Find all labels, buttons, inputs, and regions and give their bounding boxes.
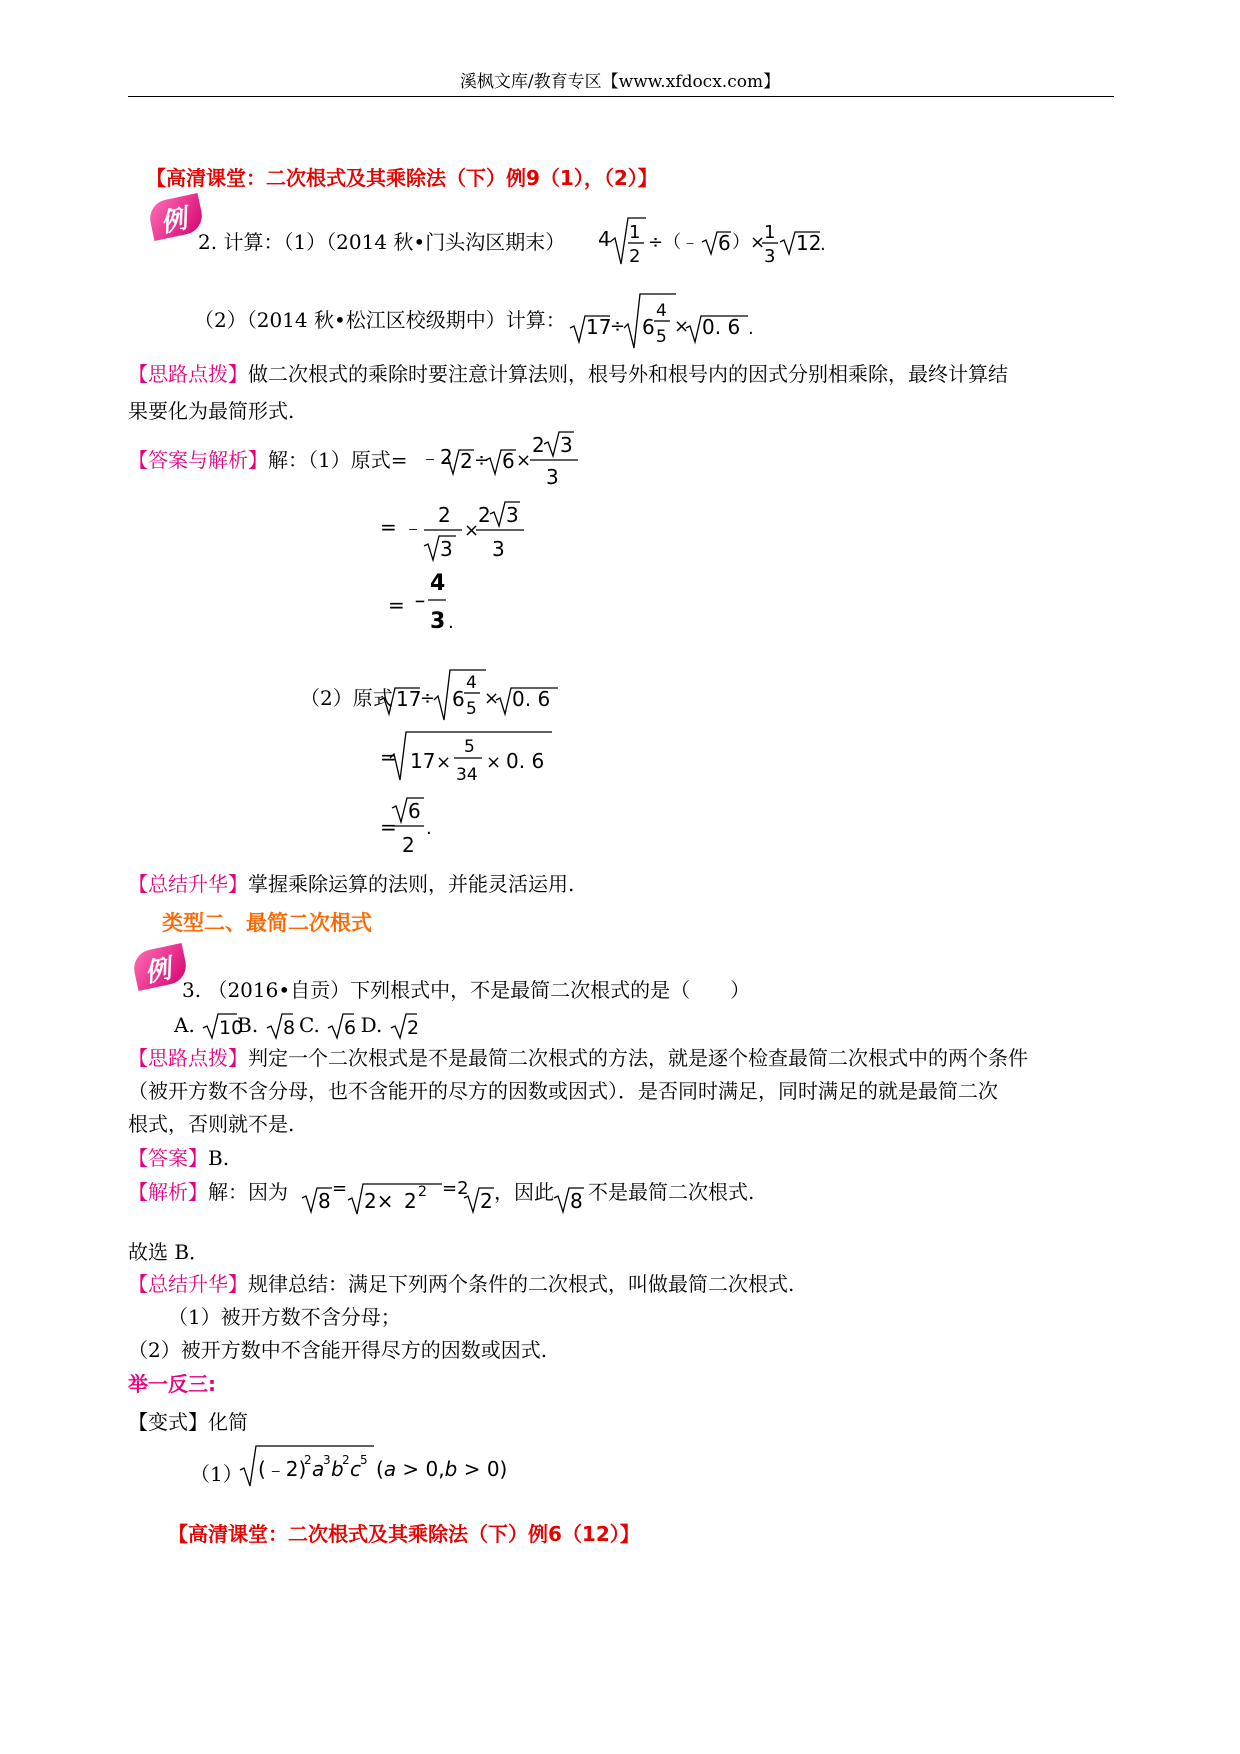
svg-text:5: 5 xyxy=(466,699,477,719)
summary1-label: 【总结升华】 xyxy=(128,872,248,896)
svg-text:5: 5 xyxy=(360,1453,368,1467)
svg-text:3: 3 xyxy=(492,537,505,561)
q3-option-a-radical xyxy=(201,1012,244,1040)
svg-text:b: b xyxy=(331,1457,344,1481)
answer2-line xyxy=(128,1146,229,1170)
answer1-step1 xyxy=(420,428,600,498)
q3-option-c-radical xyxy=(326,1012,357,1040)
svg-text:×: × xyxy=(486,752,502,773)
svg-text:6: 6 xyxy=(408,799,421,823)
analysis2-prefix: 解：因为 xyxy=(208,1180,288,1204)
svg-text:c: c xyxy=(350,1457,361,1481)
q3-option-a-label: A. xyxy=(174,1013,195,1037)
svg-text:3: 3 xyxy=(546,465,559,489)
summary2-item2: （2）被开方数中不含能开得尽方的因数或因式. xyxy=(128,1338,548,1362)
svg-text:2×: 2× xyxy=(364,1189,394,1213)
svg-text:2: 2 xyxy=(342,1453,350,1467)
svg-text:）×: ）× xyxy=(732,232,766,253)
svg-text:×: × xyxy=(436,752,452,773)
hint2-text2: （被开方数不含分母，也不含能开的尽方的因数或因式）．是否同时满足，同时满足的就是最简二次 xyxy=(128,1079,998,1103)
analysis2-mid: ，因此 xyxy=(494,1180,554,1204)
answer1-part2-step3 xyxy=(380,794,480,864)
practice-title: 举一反三: xyxy=(128,1372,216,1396)
q3-option-b-label: B. xyxy=(237,1013,259,1037)
svg-text:17: 17 xyxy=(396,687,422,711)
svg-text:×: × xyxy=(674,316,690,337)
analysis2-line xyxy=(128,1180,288,1204)
svg-text:17: 17 xyxy=(410,749,436,773)
svg-text:= ﹣: = ﹣ xyxy=(380,515,424,539)
summary1-line xyxy=(128,872,574,896)
svg-text:5: 5 xyxy=(464,737,475,757)
svg-text:=: = xyxy=(332,1178,348,1199)
hint1-text2: 果要化为最简形式. xyxy=(128,399,295,423)
header-rule xyxy=(128,96,1114,97)
svg-text:÷: ÷ xyxy=(474,450,490,471)
svg-text:(﹣2): (﹣2) xyxy=(258,1457,307,1481)
summary2-label: 【总结升华】 xyxy=(128,1272,248,1296)
svg-text:6: 6 xyxy=(452,687,465,711)
svg-text:17: 17 xyxy=(586,315,612,339)
q2-expr1 xyxy=(598,212,828,272)
svg-text:2: 2 xyxy=(478,503,491,527)
svg-text:=: = xyxy=(388,593,405,617)
svg-text:6: 6 xyxy=(502,449,515,473)
svg-text:×: × xyxy=(484,688,500,709)
svg-text:8: 8 xyxy=(570,1189,583,1213)
hint1-text1: 做二次根式的乘除时要注意计算法则，根号外和根号内的因式分别相乘除，最终计算结 xyxy=(248,362,1008,386)
svg-text:﹣2: ﹣2 xyxy=(420,445,453,469)
video-link-2[interactable]: 【高清课堂：二次根式及其乘除法（下）例6（12）】 xyxy=(168,1522,640,1546)
svg-text:3: 3 xyxy=(506,503,519,527)
hint1-line1 xyxy=(128,362,1008,386)
summary2-text: 规律总结：满足下列两个条件的二次根式，叫做最简二次根式. xyxy=(248,1272,795,1296)
answer1-line xyxy=(128,448,407,472)
svg-text:2: 2 xyxy=(460,449,473,473)
svg-text:2: 2 xyxy=(480,1189,493,1213)
svg-text:34: 34 xyxy=(456,765,478,785)
q3-option-d-radical xyxy=(389,1012,417,1040)
svg-text:2: 2 xyxy=(304,1453,312,1467)
svg-text:×: × xyxy=(464,520,480,541)
svg-text:0. 6: 0. 6 xyxy=(512,687,551,711)
svg-text:5: 5 xyxy=(656,327,667,347)
svg-text:1: 1 xyxy=(764,222,776,243)
answer1-part2-step1 xyxy=(378,670,578,730)
svg-text:4: 4 xyxy=(430,571,446,596)
answer1-part2-step2 xyxy=(380,728,580,788)
svg-text:2: 2 xyxy=(438,503,451,527)
svg-text:3: 3 xyxy=(764,246,776,267)
svg-text:6: 6 xyxy=(642,315,655,339)
svg-text:10: 10 xyxy=(219,1017,244,1039)
svg-text:6: 6 xyxy=(344,1017,357,1039)
analysis2-radical xyxy=(552,1172,588,1222)
page-header: 溪枫文库/教育专区【www.xfdocx.com】 xyxy=(459,72,781,92)
hint2-text1: 判定一个二次根式是不是最简二次根式的方法，就是逐个检查最简二次根式中的两个条件 xyxy=(248,1046,1028,1070)
svg-text:4: 4 xyxy=(598,227,611,251)
svg-text:×: × xyxy=(516,450,532,471)
analysis2-label: 【解析】 xyxy=(128,1180,208,1204)
answer1-step3 xyxy=(388,566,488,636)
svg-text:8: 8 xyxy=(282,1017,295,1039)
q3-option-d-label: D. xyxy=(360,1013,383,1037)
summary2-item1: （1）被开方数不含分母； xyxy=(168,1305,401,1329)
svg-text:3: 3 xyxy=(323,1453,331,1467)
svg-text:0. 6: 0. 6 xyxy=(506,749,545,773)
q3-stem: 3. （2016•自贡）下列根式中，不是最简二次根式的是（ ） xyxy=(182,978,751,1002)
svg-text:4: 4 xyxy=(656,301,667,321)
svg-text:2: 2 xyxy=(532,433,545,457)
svg-text:a: a xyxy=(312,1457,325,1481)
svg-text:6: 6 xyxy=(718,231,731,255)
svg-text:2: 2 xyxy=(402,833,415,857)
summary1-text: 掌握乘除运算的法则，并能灵活运用. xyxy=(248,872,575,896)
svg-text:.: . xyxy=(820,234,826,255)
svg-text:1: 1 xyxy=(629,222,641,243)
svg-text:.: . xyxy=(748,318,754,339)
q3-options xyxy=(174,1012,417,1040)
section-title-type2: 类型二、最简二次根式 xyxy=(162,911,372,935)
svg-text:.: . xyxy=(448,612,454,633)
practice-item1-expr xyxy=(238,1442,518,1492)
example-badge-icon-2: 例 xyxy=(131,943,190,991)
practice-variant: 【变式】化简 xyxy=(128,1410,248,1434)
hint2-label: 【思路点拨】 xyxy=(128,1046,248,1070)
svg-text:8: 8 xyxy=(318,1189,331,1213)
svg-text:﹣: ﹣ xyxy=(410,587,430,611)
choose-line: 故选 B． xyxy=(128,1240,210,1264)
svg-text:2: 2 xyxy=(418,1184,427,1200)
svg-text:4: 4 xyxy=(466,673,477,693)
svg-text:=: = xyxy=(380,745,397,769)
answer1-step2 xyxy=(380,498,540,568)
q3-option-b-radical xyxy=(265,1012,293,1040)
q2-line1-text: 2. 计算：（1）（2014 秋•门头沟区期末） xyxy=(198,230,566,254)
analysis2-suffix: 不是最简二次根式. xyxy=(588,1180,755,1204)
svg-text:=2: =2 xyxy=(442,1178,469,1199)
svg-text:12: 12 xyxy=(796,231,822,255)
example-badge-icon: 例 xyxy=(147,193,206,241)
answer1-prefix: 解：（1）原式= xyxy=(268,448,408,472)
svg-text:2: 2 xyxy=(629,246,641,267)
svg-text:2: 2 xyxy=(406,1017,419,1039)
svg-text:3: 3 xyxy=(560,433,573,457)
q2-expr2 xyxy=(568,290,768,350)
hint1-label: 【思路点拨】 xyxy=(128,362,248,386)
analysis2-equation xyxy=(300,1172,510,1222)
hint2-text3: 根式，否则就不是. xyxy=(128,1112,295,1136)
q2-line2-text: （2）（2014 秋•松江区校级期中）计算： xyxy=(194,308,566,332)
svg-text:÷: ÷ xyxy=(420,688,436,709)
answer2-label: 【答案】 xyxy=(128,1146,208,1170)
svg-text:=: = xyxy=(380,815,397,839)
svg-text:÷: ÷ xyxy=(610,316,626,337)
answer1-label: 【答案与解析】 xyxy=(128,448,268,472)
summary2-line xyxy=(128,1272,794,1296)
svg-text:.: . xyxy=(426,818,432,839)
practice-item1-label: （1） xyxy=(190,1462,243,1486)
q3-option-c-label: C. xyxy=(298,1013,320,1037)
video-link-1[interactable]: 【高清课堂：二次根式及其乘除法（下）例9（1），（2）】 xyxy=(146,166,658,190)
hint2-line1 xyxy=(128,1046,1028,1070)
svg-text:3: 3 xyxy=(440,537,453,561)
svg-text:÷（﹣: ÷（﹣ xyxy=(648,232,700,253)
svg-text:3: 3 xyxy=(430,609,446,634)
answer1-part2-prefix: （2）原式 xyxy=(300,686,393,710)
answer2-text: B. xyxy=(208,1146,230,1170)
svg-text:(a > 0,b > 0): (a > 0,b > 0) xyxy=(376,1457,508,1481)
svg-text:2: 2 xyxy=(404,1189,417,1213)
svg-text:0. 6: 0. 6 xyxy=(702,315,741,339)
